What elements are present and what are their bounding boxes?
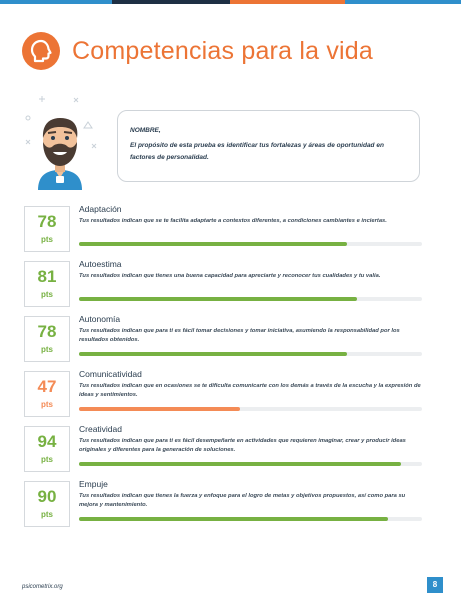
- intro-text: El propósito de esta prueba es identificar tus fortalezas y áreas de oportunidad en factores de personalidad.: [130, 142, 384, 161]
- competency-description: Tus resultados indican que se te facilita adaptarte a contextos diferentes, a condiciones cambiantes e inciertas.: [79, 218, 387, 224]
- score-unit: pts: [41, 400, 53, 409]
- score-unit: pts: [41, 345, 53, 354]
- competency-item: [24, 481, 424, 529]
- page-title: Competencias para la vida: [72, 36, 373, 65]
- competency-description: Tus resultados indican que para ti es fácil desempeñarte en actividades que requieren imaginar, crear y producir ideas originales y diferentes para la generación de soluciones.: [79, 438, 406, 453]
- top-bar-segment-1: [0, 0, 112, 4]
- score-value: 81: [37, 267, 57, 286]
- bearded-man-avatar-icon: [22, 96, 102, 196]
- top-color-bar: [0, 0, 461, 4]
- progress-track: [79, 297, 422, 301]
- score-value: 94: [37, 432, 57, 451]
- progress-fill: [79, 462, 401, 466]
- competency-item: [24, 261, 424, 309]
- score-box: [24, 206, 70, 252]
- progress-track: [79, 462, 422, 466]
- competency-item: [24, 371, 424, 419]
- score-box: [24, 481, 70, 527]
- intro-name: NOMBRE,: [130, 127, 161, 134]
- score-value: 78: [37, 322, 57, 341]
- competency-description: Tus resultados indican que tienes una buena capacidad para apreciarte y reconocer tus cualidades y tu valía.: [79, 273, 381, 279]
- top-bar-segment-4: [345, 0, 461, 4]
- progress-track: [79, 407, 422, 411]
- competency-title: Adaptación: [79, 204, 122, 214]
- score-box: [24, 316, 70, 362]
- competency-description: Tus resultados indican que en ocasiones se te dificulta comunicarte con los demás a través de la escucha y la expresión de ideas y sentimientos.: [79, 383, 421, 398]
- score-unit: pts: [41, 290, 53, 299]
- progress-track: [79, 352, 422, 356]
- competency-title: Autonomía: [79, 314, 121, 324]
- progress-fill: [79, 407, 240, 411]
- footer-site: psicometrix.org: [22, 584, 63, 590]
- page-header: [22, 32, 373, 70]
- competency-title: Creatividad: [79, 424, 122, 434]
- progress-fill: [79, 517, 388, 521]
- progress-track: [79, 242, 422, 246]
- progress-fill: [79, 297, 357, 301]
- score-box: [24, 426, 70, 472]
- competency-title: Empuje: [79, 479, 108, 489]
- competency-description: Tus resultados indican que para ti es fácil tomar decisiones y tomar iniciativa, asumiendo la responsabilidad por los resultados obtenidos.: [79, 328, 400, 343]
- top-bar-segment-2: [112, 0, 230, 4]
- score-unit: pts: [41, 510, 53, 519]
- progress-fill: [79, 242, 347, 246]
- competency-item: [24, 316, 424, 364]
- page-number: 8: [427, 577, 443, 593]
- competency-title: Comunicatividad: [79, 369, 142, 379]
- competency-item: [24, 206, 424, 254]
- progress-track: [79, 517, 422, 521]
- score-value: 90: [37, 487, 57, 506]
- intro-box: [117, 110, 420, 182]
- score-value: 78: [37, 212, 57, 231]
- competency-title: Autoestima: [79, 259, 122, 269]
- score-unit: pts: [41, 235, 53, 244]
- progress-fill: [79, 352, 347, 356]
- score-unit: pts: [41, 455, 53, 464]
- score-value: 47: [37, 377, 57, 396]
- score-box: [24, 371, 70, 417]
- competency-item: [24, 426, 424, 474]
- score-box: [24, 261, 70, 307]
- competency-description: Tus resultados indican que tienes la fuerza y enfoque para el logro de metas y objetivos propuestos, así como para su mejora y mantenimiento.: [79, 493, 406, 508]
- head-profile-icon: [22, 32, 60, 70]
- top-bar-segment-3: [230, 0, 345, 4]
